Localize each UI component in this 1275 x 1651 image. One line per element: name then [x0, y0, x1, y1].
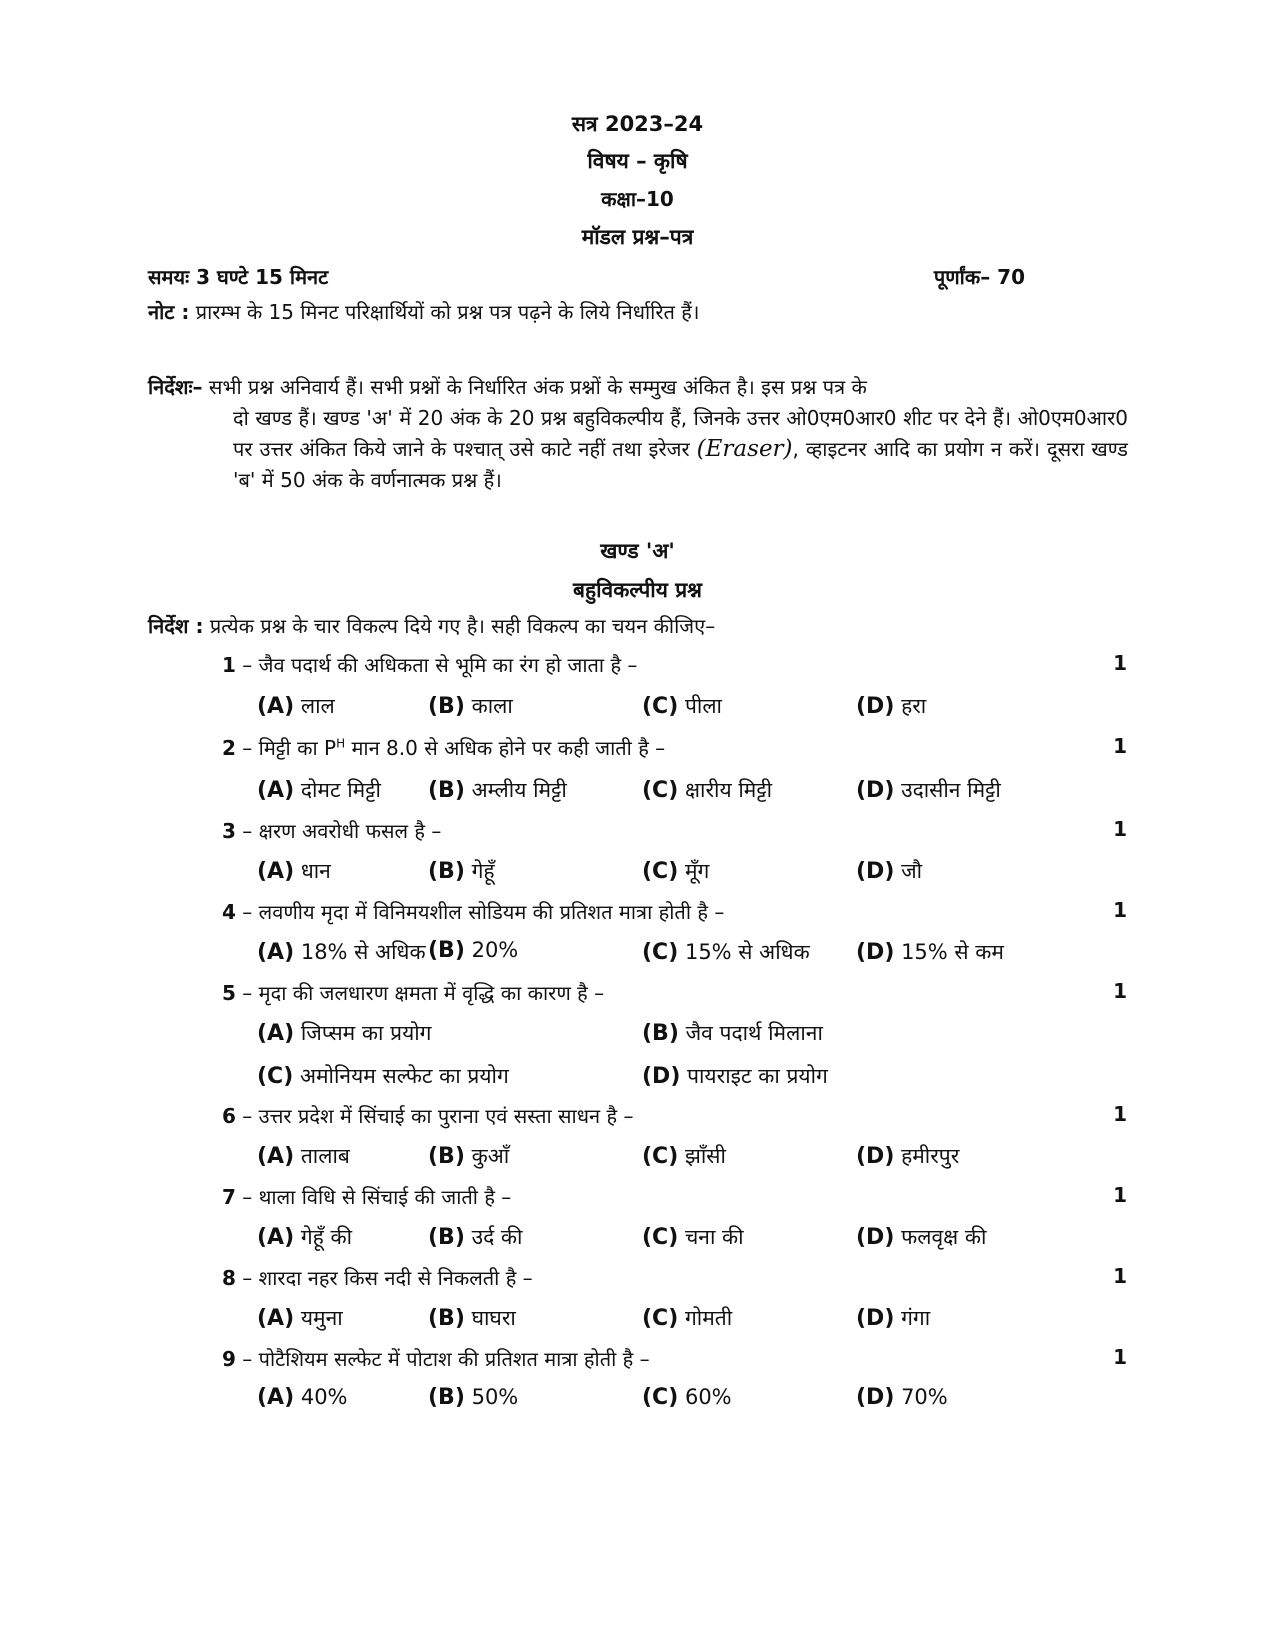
question-marks: 1 [1113, 1264, 1127, 1288]
section-title: खण्ड 'अ' [600, 539, 675, 563]
option-b[interactable]: (B) उर्द की [428, 1225, 523, 1250]
question-text: – शारदा नहर किस नदी से निकलती है – [242, 1266, 533, 1290]
question-text-post: मान 8.0 से अधिक होने पर कही जाती है – [345, 736, 666, 760]
question-text: – जैव पदार्थ की अधिकता से भूमि का रंग हो जाता है – [242, 653, 638, 677]
question-text: – लवणीय मृदा में विनिमयशील सोडियम की प्रतिशत मात्रा होती है – [242, 900, 725, 924]
question-3 [222, 817, 1127, 844]
directions-body [233, 403, 1128, 496]
max-marks-label: पूर्णांक– 70 [933, 265, 1025, 289]
question-text: – उत्तर प्रदेश में सिंचाई का पुराना एवं सस्ता साधन है – [242, 1104, 634, 1128]
option-d[interactable]: (D) जौ [856, 859, 923, 884]
question-marks: 1 [1113, 898, 1127, 922]
paper-type-heading: मॉडल प्रश्न–पत्र [581, 225, 694, 249]
option-d[interactable]: (D) पायराइट का प्रयोग [642, 1064, 828, 1089]
option-c[interactable]: (C) मूँग [642, 859, 710, 884]
session-heading: सत्र 2023–24 [571, 112, 704, 136]
section-direction [148, 612, 715, 639]
question-marks: 1 [1113, 1183, 1127, 1207]
option-d[interactable]: (D) 15% से कम [856, 940, 1004, 965]
question-number: 5 [222, 981, 236, 1005]
option-b[interactable]: (B) अम्लीय मिट्टी [428, 778, 567, 803]
option-b[interactable]: (B) काला [428, 694, 513, 719]
note-text: प्रारम्भ के 15 मिनट परिक्षार्थियों को प्रश्न पत्र पढ़ने के लिये निर्धारित हैं। [195, 300, 700, 324]
question-text-pre: – मिट्टी का P [242, 736, 337, 760]
question-number: 8 [222, 1266, 236, 1290]
option-c[interactable]: (C) पीला [642, 694, 722, 719]
directions-text-a: दो खण्ड हैं। खण्ड 'अ' में 20 अंक के 20 प्रश्न बहुविकल्पीय हैं, जिनके उत्तर ओ0एम0आर0 शीट पर देने हैं। ओ0एम0आर0 पर उत्तर अंकित किये जाने के पश्चात् उसे काटे नहीं तथा इरेजर [233, 406, 1128, 461]
option-b[interactable]: (B) गेहूँ [428, 859, 495, 884]
option-b[interactable]: (B) कुआँ [428, 1144, 510, 1169]
option-a[interactable]: (A) 40% [257, 1385, 348, 1410]
option-c[interactable]: (C) 15% से अधिक [642, 940, 810, 965]
question-text: – मृदा की जलधारण क्षमता में वृद्धि का कारण है – [242, 981, 605, 1005]
question-number: 9 [222, 1347, 236, 1371]
option-d[interactable]: (D) 70% [856, 1385, 948, 1410]
option-d[interactable]: (D) उदासीन मिट्टी [856, 778, 1001, 803]
option-a[interactable]: (A) लाल [257, 694, 335, 719]
directions-label: निर्देशः– [148, 375, 203, 399]
section-direction-text: प्रत्येक प्रश्न के चार विकल्प दिये गए है। सही विकल्प का चयन कीजिए– [209, 614, 716, 638]
question-2 [222, 734, 1127, 761]
option-d[interactable]: (D) फलवृक्ष की [856, 1225, 987, 1250]
section-subtitle: बहुविकल्पीय प्रश्न [572, 578, 703, 602]
question-marks: 1 [1113, 1102, 1127, 1126]
option-c[interactable]: (C) गोमती [642, 1306, 733, 1331]
option-a[interactable]: (A) धान [257, 859, 331, 884]
option-b[interactable]: (B) घाघरा [428, 1306, 516, 1331]
note [148, 298, 700, 325]
option-b[interactable]: (B) 20% [428, 938, 519, 963]
option-c[interactable]: (C) चना की [642, 1225, 744, 1250]
question-text: – क्षरण अवरोधी फसल है – [242, 819, 442, 843]
directions-block [148, 372, 1128, 496]
question-number: 4 [222, 900, 236, 924]
class-heading: कक्षा–10 [601, 187, 674, 211]
option-c[interactable]: (C) अमोनियम सल्फेट का प्रयोग [257, 1064, 509, 1089]
subject-heading: विषय – कृषि [587, 149, 688, 173]
question-8 [222, 1264, 1127, 1291]
option-a[interactable]: (A) तालाब [257, 1144, 350, 1169]
eraser-term: (Eraser) [696, 436, 793, 462]
question-marks: 1 [1113, 651, 1127, 675]
question-number: 6 [222, 1104, 236, 1128]
option-b[interactable]: (B) 50% [428, 1385, 519, 1410]
option-d[interactable]: (D) हमीरपुर [856, 1144, 960, 1169]
option-c[interactable]: (C) 60% [642, 1385, 732, 1410]
option-a[interactable]: (A) यमुना [257, 1306, 343, 1331]
option-a[interactable]: (A) 18% से अधिक [257, 940, 426, 965]
question-marks: 1 [1113, 1345, 1127, 1369]
option-a[interactable]: (A) दोमट मिट्टी [257, 778, 381, 803]
note-label: नोट : [148, 300, 190, 324]
question-7 [222, 1183, 1127, 1210]
question-5 [222, 979, 1127, 1006]
question-4 [222, 898, 1127, 925]
directions-text-b: , व्हाइटनर आदि का प्रयोग न करें। दूसरा खण्ड 'ब' में 50 अंक के वर्णनात्मक प्रश्न हैं। [233, 437, 1128, 492]
directions-first-line: सभी प्रश्न अनिवार्य हैं। सभी प्रश्नों के निर्धारित अंक प्रश्नों के सम्मुख अंकित है। इस प्रश्न पत्र के [208, 375, 867, 399]
question-6 [222, 1102, 1127, 1129]
section-direction-label: निर्देश : [148, 614, 204, 638]
option-a[interactable]: (A) गेहूँ की [257, 1225, 353, 1250]
question-marks: 1 [1113, 734, 1127, 758]
question-text: – पोटैशियम सल्फेट में पोटाश की प्रतिशत मात्रा होती है – [242, 1347, 650, 1371]
question-marks: 1 [1113, 817, 1127, 841]
time-label: समयः 3 घण्टे 15 मिनट [148, 265, 329, 289]
question-9 [222, 1345, 1127, 1372]
question-number: 1 [222, 653, 236, 677]
option-d[interactable]: (D) हरा [856, 694, 927, 719]
question-number: 2 [222, 736, 236, 760]
option-b[interactable]: (B) जैव पदार्थ मिलाना [642, 1021, 823, 1046]
option-d[interactable]: (D) गंगा [856, 1306, 931, 1331]
question-superscript: H [336, 736, 346, 751]
question-number: 3 [222, 819, 236, 843]
question-marks: 1 [1113, 979, 1127, 1003]
question-1 [222, 651, 1127, 678]
option-c[interactable]: (C) क्षारीय मिट्टी [642, 778, 773, 803]
option-c[interactable]: (C) झाँसी [642, 1144, 726, 1169]
question-number: 7 [222, 1185, 236, 1209]
option-a[interactable]: (A) जिप्सम का प्रयोग [257, 1021, 432, 1046]
question-text: – थाला विधि से सिंचाई की जाती है – [242, 1185, 512, 1209]
